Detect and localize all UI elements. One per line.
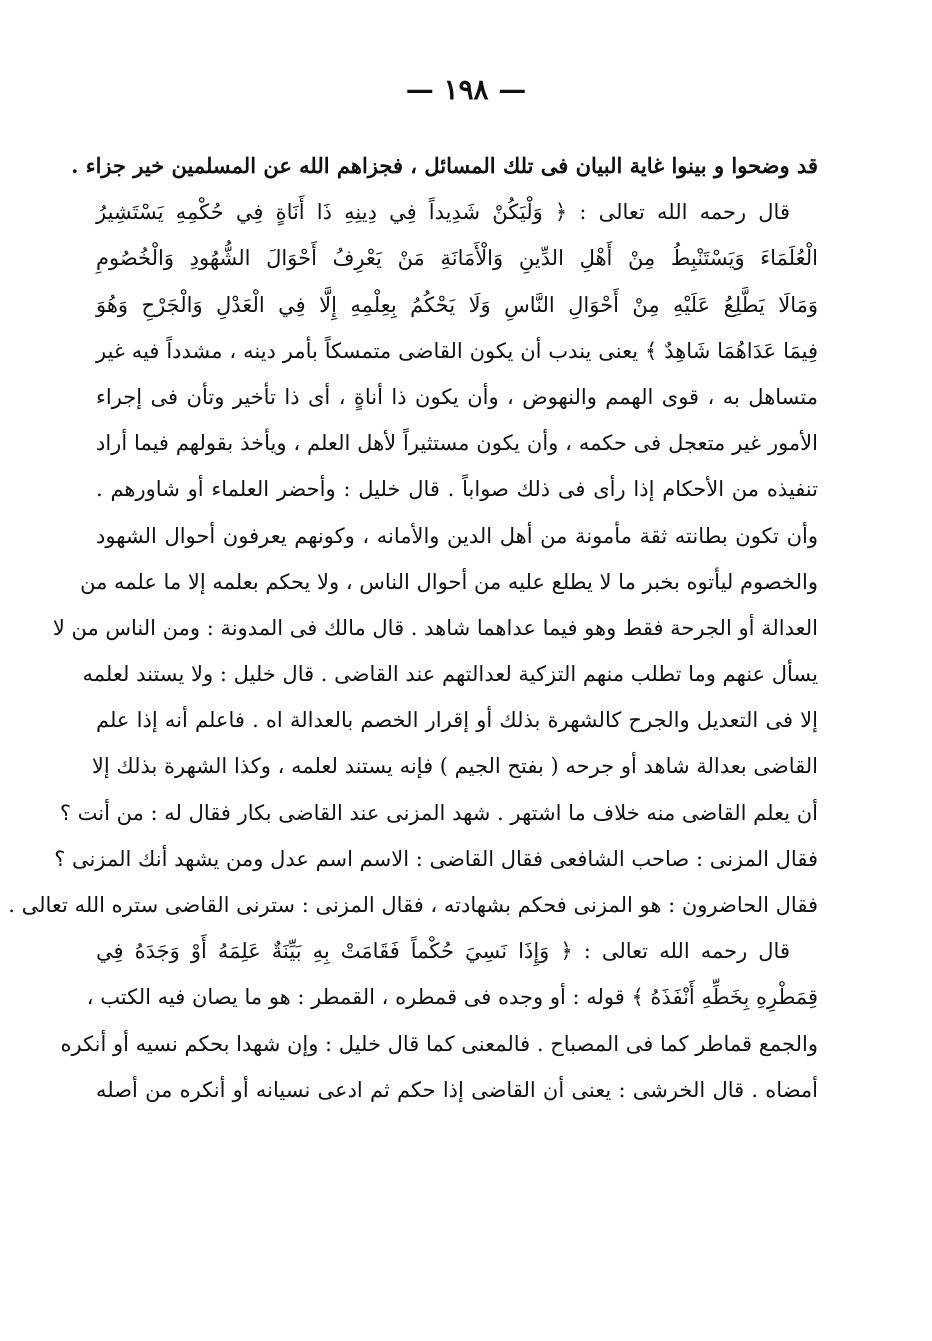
text-line-8: تنفيذه من الأحكام إذا رأى فى ذلك صواباً . قال خليل : وأحضر العلماء أو شاورهم . (96, 477, 818, 502)
text-line-21: أمضاه . قال الخرشى : يعنى أن القاضى إذا حكم ثم ادعى نسيانه أو أنكره من أصله (96, 1077, 818, 1102)
text-line-11: العدالة أو الجرحة فقط وهو فيما عداهما شاهد . قال مالك فى المدونة : ومن الناس من لا (52, 615, 818, 640)
text-line-7: الأمور غير متعجل فى حكمه ، وأن يكون مستثيراً لأهل العلم ، ويأخذ بقولهم فيما أراد (96, 431, 818, 456)
text-line-2: قال رحمه الله تعالى : ﴿ وَلْيَكُنْ شَدِيداً فِي دِينِهِ ذَا أَنَاةٍ فِي حُكْمِهِ يَسْتَشِيرُ (96, 200, 790, 225)
page-number: — ١٩٨ — (405, 73, 527, 106)
body-text (8, 143, 818, 1113)
text-line-18: قال رحمه الله تعالى : ﴿ وَإِذَا نَسِيَ حُكْماً فَقَامَتْ بِهِ بَيِّنَةٌ عَلِمَهُ أَوْ وَجَدَهُ فِي (96, 939, 790, 964)
text-line-14: القاضى بعدالة شاهد أو جرحه ( بفتح الجيم ) فإنه يستند لعلمه ، وكذا الشهرة بذلك إلا (91, 754, 818, 779)
text-line-10: والخصوم ليأتوه بخبر ما لا يطلع عليه من أحوال الناس ، ولا يحكم بعلمه إلا ما علمه من (80, 569, 818, 594)
text-line-12: يسأل عنهم وما تطلب منهم التزكية لعدالتهم عند القاضى . قال خليل : ولا يستند لعلمه (82, 662, 818, 687)
text-line-9: وأن تكون بطانته ثقة مأمونة من أهل الدين والأمانه ، وكونهم يعرفون أحوال الشهود (96, 523, 818, 548)
text-line-1: قد وضحوا و بينوا غاية البيان فى تلك المسائل ، فجزاهم الله عن المسلمين خير جزاء . (71, 153, 818, 178)
text-line-17: فقال الحاضرون : هو المزنى فحكم بشهادته ، فقال المزنى : سترنى القاضى ستره الله تعالى . (8, 893, 818, 917)
text-line-5: فِيمَا عَدَاهُمَا شَاهِدٌ ﴾ يعنى يندب أن يكون القاضى متمسكاً بأمر دينه ، مشدداً فيه غير (96, 338, 818, 363)
text-line-20: والجمع قماطر كما فى المصباح . فالمعنى كما قال خليل : وإن شهدا بحكم نسيه أو أنكره (60, 1031, 818, 1056)
text-line-15: أن يعلم القاضى منه خلاف ما اشتهر . شهد المزنى عند القاضى بكار فقال له : من أنت ؟ (59, 800, 818, 825)
text-line-19: قِمَطْرِهِ بِخَطِّهِ أَنْفَذَهُ ﴾ قوله : أو وجده فى قمطره ، القمطر : هو ما يصان فيه الكتب ، (86, 985, 818, 1010)
text-line-16: فقال المزنى : صاحب الشافعى فقال القاضى : الاسم اسم عدل ومن يشهد أنك المزنى ؟ (54, 846, 818, 871)
text-line-3: الْعُلَمَاءَ وَيَسْتَنْبِطُ مِنْ أَهْلِ الدِّينِ وَالْأَمَانَةِ مَنْ يَعْرِفُ أَحْوَالَ الشُّهُودِ وَالْخُصُومِ (96, 246, 818, 271)
text-line-13: إلا فى التعديل والجرح كالشهرة بذلك أو إقرار الخصم بالعدالة اه . فاعلم أنه إذا علم (96, 708, 818, 733)
text-line-6: متساهل به ، قوى الهمم والنهوض ، وأن يكون ذا أناةٍ ، أى ذا تأخير وتأن فى إجراء (96, 384, 818, 409)
text-line-4: وَمَالَا يَطَّلِعُ عَلَيْهِ مِنْ أَحْوَالِ النَّاسِ وَلَا يَحْكُمُ بِعِلْمِهِ إِلَّا فِي الْعَدْلِ وَالْجَرْحِ وَهُوَ (96, 292, 818, 317)
